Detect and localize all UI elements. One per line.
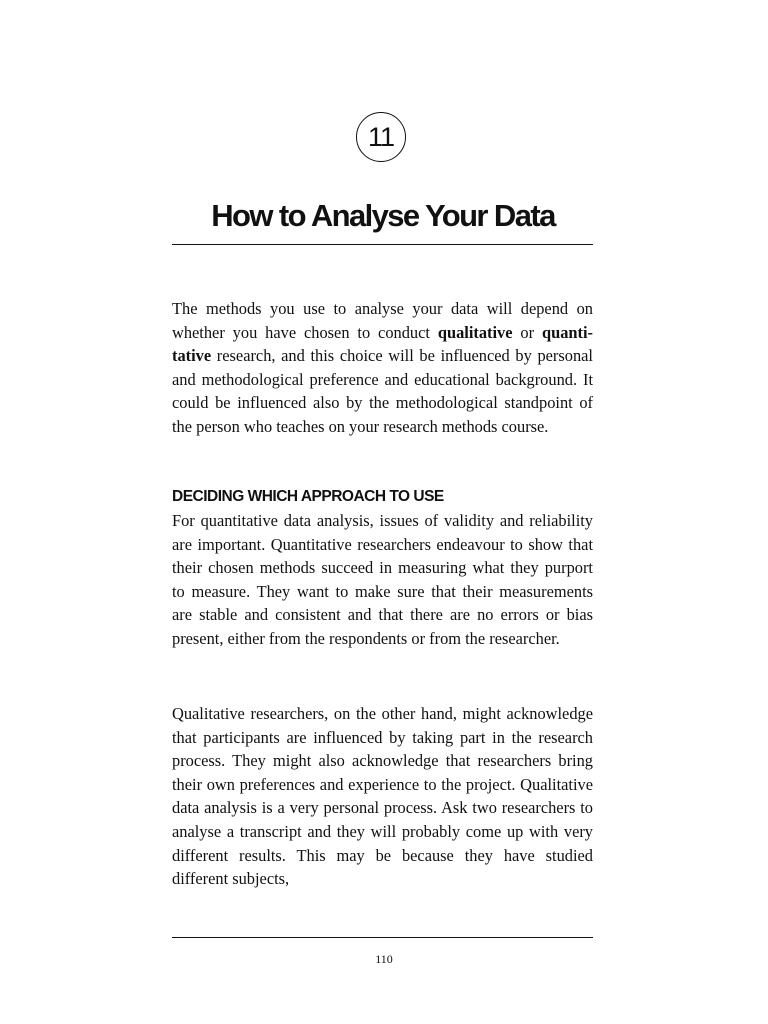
page-number: 110 xyxy=(375,952,393,966)
chapter-title: How to Analyse Your Data xyxy=(211,198,555,233)
term-quantitative: quantitative xyxy=(172,322,593,366)
intro-text-1: The methods you use to analyse your data will depend on whether you have chosen to conduct xyxy=(172,299,593,342)
body-paragraph-quantitative: For quantitative data analysis, issues of validity and reliability are important. Quantitative researchers endeavour to show that their chosen methods succeed in measuring what they purport to measure. They want to make sure that their measurements are stable and consistent and that there are no errors or bias present, either from the respondents or from the researcher. xyxy=(172,511,593,648)
intro-text-2: or xyxy=(512,322,542,342)
section-heading: DECIDING WHICH APPROACH TO USE xyxy=(172,488,444,505)
chapter-number: 11 xyxy=(367,121,395,152)
intro-paragraph xyxy=(172,297,593,439)
footer-divider xyxy=(172,937,593,938)
title-divider xyxy=(172,244,593,245)
intro-text-3: research, and this choice will be influenced by personal and methodological preference and educational background. It could be influenced also by the methodological standpoint of the person who teaches on your research methods course. xyxy=(172,346,593,436)
body-paragraph-qualitative: Qualitative researchers, on the other hand, might acknowledge that participants are influenced by taking part in the research process. They might also acknowledge that researchers bring their own preferences and experience to the project. Qualitative data analysis is a very personal process. Ask two researchers to analyse a transcript and they will probably come up with very different results. This may be because they have studied different subjects, xyxy=(172,704,593,889)
term-qualitative: qualitative xyxy=(437,322,513,342)
chapter-number-badge xyxy=(356,112,406,162)
